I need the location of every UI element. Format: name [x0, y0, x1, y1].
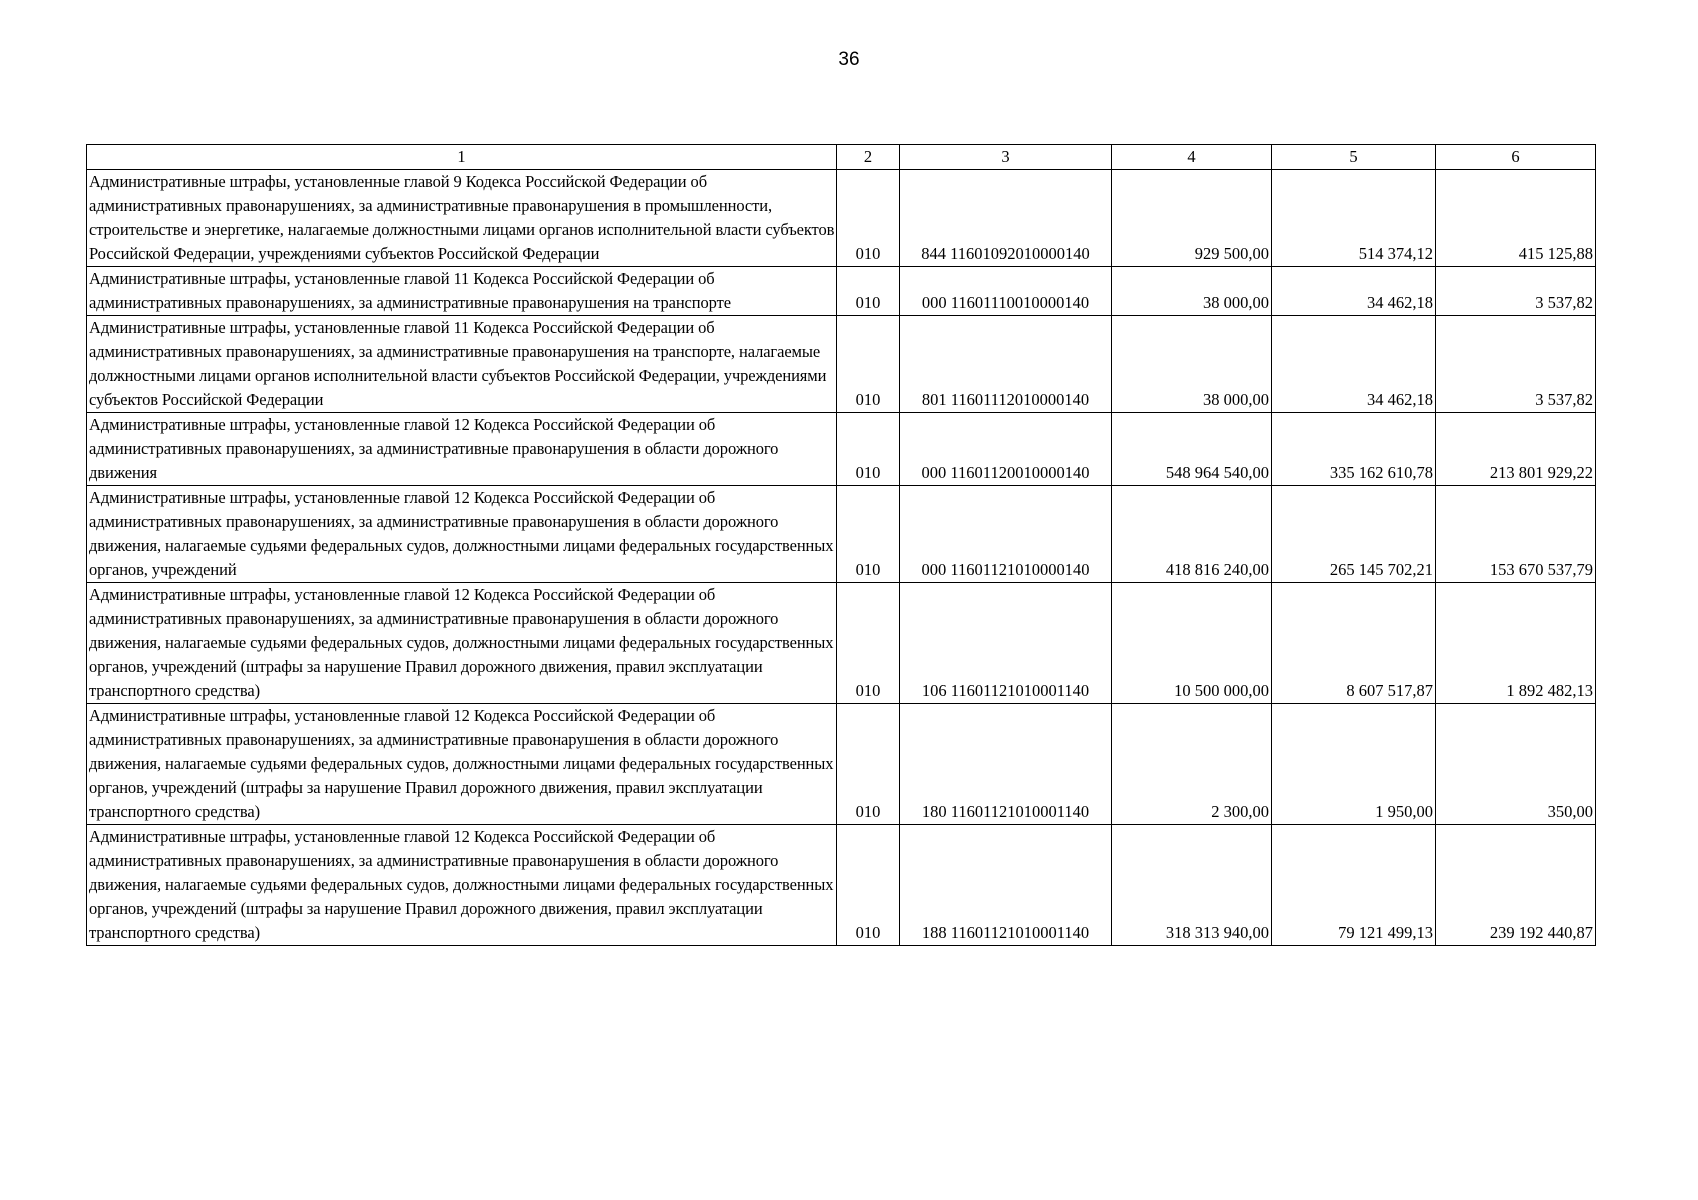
row-line-code-cell: 010 — [837, 267, 900, 316]
row-executed-cell: 34 462,18 — [1272, 267, 1436, 316]
row-unexecuted-cell: 1 892 482,13 — [1436, 583, 1596, 704]
row-approved-cell: 929 500,00 — [1112, 170, 1272, 267]
table-header-row — [87, 145, 1596, 170]
row-approved-cell: 318 313 940,00 — [1112, 825, 1272, 946]
row-executed-cell: 265 145 702,21 — [1272, 486, 1436, 583]
row-name-cell: Административные штрафы, установленные главой 9 Кодекса Российской Федерации об административных правонарушениях, за административные правонарушения в промышленности, строительстве и энергетике, налагаемые должностными лицами органов исполнительной власти субъектов Российской Федерации, учреждениями субъектов Российской Федерации — [87, 170, 837, 267]
row-budget-code-cell: 000 11601120010000140 — [900, 413, 1112, 486]
row-name-cell: Административные штрафы, установленные главой 12 Кодекса Российской Федерации об административных правонарушениях, за административные правонарушения в области дорожного движения, налагаемые судьями федеральных судов, должностными лицами федеральных государственных органов, учреждений (штрафы за нарушение Правил дорожного движения, правил эксплуатации транспортного средства) — [87, 825, 837, 946]
table-row — [87, 267, 1596, 316]
row-name-cell: Административные штрафы, установленные главой 12 Кодекса Российской Федерации об административных правонарушениях, за административные правонарушения в области дорожного движения, налагаемые судьями федеральных судов, должностными лицами федеральных государственных органов, учреждений (штрафы за нарушение Правил дорожного движения, правил эксплуатации транспортного средства) — [87, 704, 837, 825]
page-number: 36 — [838, 49, 860, 70]
row-line-code-cell: 010 — [837, 583, 900, 704]
table-row — [87, 413, 1596, 486]
column-header-6: 6 — [1436, 145, 1596, 170]
row-executed-cell: 34 462,18 — [1272, 316, 1436, 413]
row-line-code-cell: 010 — [837, 316, 900, 413]
row-unexecuted-cell: 3 537,82 — [1436, 267, 1596, 316]
row-budget-code-cell: 000 11601110010000140 — [900, 267, 1112, 316]
row-line-code-cell: 010 — [837, 486, 900, 583]
column-header-5: 5 — [1272, 145, 1436, 170]
row-budget-code-cell: 188 11601121010001140 — [900, 825, 1112, 946]
row-unexecuted-cell: 3 537,82 — [1436, 316, 1596, 413]
column-header-1: 1 — [87, 145, 837, 170]
column-header-3: 3 — [900, 145, 1112, 170]
row-executed-cell: 335 162 610,78 — [1272, 413, 1436, 486]
table-row — [87, 170, 1596, 267]
row-budget-code-cell: 000 11601121010000140 — [900, 486, 1112, 583]
row-unexecuted-cell: 415 125,88 — [1436, 170, 1596, 267]
row-line-code-cell: 010 — [837, 825, 900, 946]
table-row — [87, 704, 1596, 825]
row-line-code-cell: 010 — [837, 704, 900, 825]
row-budget-code-cell: 180 11601121010001140 — [900, 704, 1112, 825]
row-unexecuted-cell: 213 801 929,22 — [1436, 413, 1596, 486]
row-budget-code-cell: 801 11601112010000140 — [900, 316, 1112, 413]
row-approved-cell: 10 500 000,00 — [1112, 583, 1272, 704]
table-row — [87, 825, 1596, 946]
column-header-2: 2 — [837, 145, 900, 170]
row-name-cell: Административные штрафы, установленные главой 11 Кодекса Российской Федерации об административных правонарушениях, за административные правонарушения на транспорте — [87, 267, 837, 316]
row-budget-code-cell: 844 11601092010000140 — [900, 170, 1112, 267]
row-unexecuted-cell: 239 192 440,87 — [1436, 825, 1596, 946]
row-unexecuted-cell: 153 670 537,79 — [1436, 486, 1596, 583]
row-approved-cell: 2 300,00 — [1112, 704, 1272, 825]
row-line-code-cell: 010 — [837, 413, 900, 486]
row-executed-cell: 514 374,12 — [1272, 170, 1436, 267]
row-name-cell: Административные штрафы, установленные главой 11 Кодекса Российской Федерации об административных правонарушениях, за административные правонарушения на транспорте, налагаемые должностными лицами органов исполнительной власти субъектов Российской Федерации, учреждениями субъектов Российской Федерации — [87, 316, 837, 413]
table-row — [87, 316, 1596, 413]
row-name-cell: Административные штрафы, установленные главой 12 Кодекса Российской Федерации об административных правонарушениях, за административные правонарушения в области дорожного движения, налагаемые судьями федеральных судов, должностными лицами федеральных государственных органов, учреждений (штрафы за нарушение Правил дорожного движения, правил эксплуатации транспортного средства) — [87, 583, 837, 704]
row-unexecuted-cell: 350,00 — [1436, 704, 1596, 825]
row-executed-cell: 1 950,00 — [1272, 704, 1436, 825]
report-table — [86, 144, 1596, 946]
row-budget-code-cell: 106 11601121010001140 — [900, 583, 1112, 704]
row-executed-cell: 8 607 517,87 — [1272, 583, 1436, 704]
row-approved-cell: 548 964 540,00 — [1112, 413, 1272, 486]
table-row — [87, 583, 1596, 704]
row-name-cell: Административные штрафы, установленные главой 12 Кодекса Российской Федерации об административных правонарушениях, за административные правонарушения в области дорожного движения, налагаемые судьями федеральных судов, должностными лицами федеральных государственных органов, учреждений — [87, 486, 837, 583]
row-name-cell: Административные штрафы, установленные главой 12 Кодекса Российской Федерации об административных правонарушениях, за административные правонарушения в области дорожного движения — [87, 413, 837, 486]
row-executed-cell: 79 121 499,13 — [1272, 825, 1436, 946]
row-approved-cell: 418 816 240,00 — [1112, 486, 1272, 583]
row-line-code-cell: 010 — [837, 170, 900, 267]
row-approved-cell: 38 000,00 — [1112, 267, 1272, 316]
row-approved-cell: 38 000,00 — [1112, 316, 1272, 413]
column-header-4: 4 — [1112, 145, 1272, 170]
table-row — [87, 486, 1596, 583]
